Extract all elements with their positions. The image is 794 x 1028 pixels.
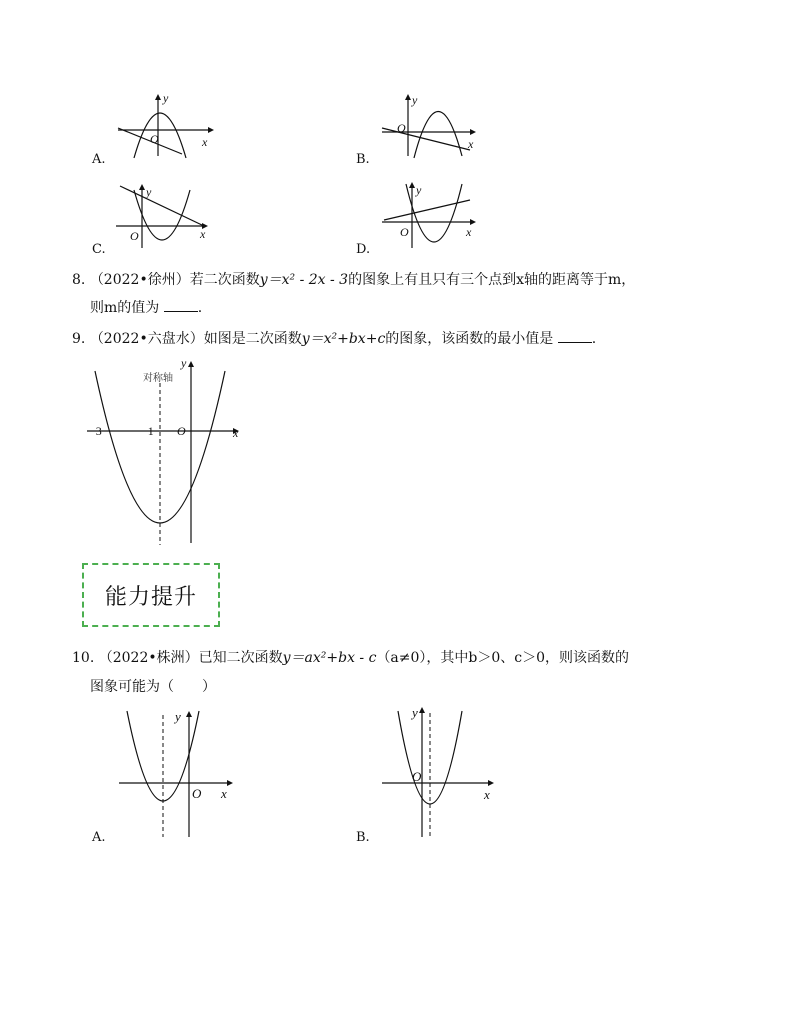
x-label: x — [484, 787, 490, 802]
q8-text-before: 若二次函数 — [189, 272, 260, 288]
y-label: y — [163, 91, 169, 105]
q7-option-a-graph — [110, 90, 220, 160]
q10-option-b-graph — [378, 705, 508, 840]
origin-label: O — [192, 786, 202, 801]
q8-answer-blank[interactable] — [164, 297, 198, 312]
x-axis-arrow — [208, 127, 214, 133]
parabola — [134, 113, 186, 158]
y-axis-arrow — [155, 94, 161, 100]
q8-line2-prefix: 则m的值为 — [90, 300, 160, 316]
q7-option-c-graph — [110, 180, 220, 252]
y-axis-arrow — [186, 711, 192, 717]
tick-minus-1: −1 — [141, 424, 154, 438]
q8-number: 8. — [72, 272, 86, 288]
y-label: y — [175, 709, 181, 724]
q10-line2 — [90, 677, 216, 697]
y-axis-arrow — [188, 361, 194, 367]
section-title: 能力提升 — [104, 584, 197, 610]
tick-minus-3: −3 — [89, 424, 102, 438]
x-label: x — [221, 786, 227, 801]
q10-condition: （a≠0），其中b＞0、c＞0，则该函数的 — [376, 650, 630, 666]
q9-text-before: 如图是二次函数 — [203, 331, 302, 347]
section-title-box — [82, 563, 220, 627]
q8-period: . — [197, 300, 203, 316]
x-axis-arrow — [488, 780, 494, 786]
q9-answer-blank[interactable] — [558, 328, 592, 343]
q10-text-before: 已知二次函数 — [198, 650, 283, 666]
x-label: x — [202, 135, 208, 149]
y-axis-arrow — [139, 184, 145, 190]
q10-number: 10. — [72, 650, 95, 666]
x-label: x — [468, 137, 474, 151]
q8-source: （2022•徐州） — [89, 272, 190, 288]
x-label: x — [200, 227, 206, 241]
q9-source: （2022•六盘水） — [89, 331, 204, 347]
q7-option-a-label[interactable]: A. — [92, 152, 106, 167]
y-label: y — [412, 93, 418, 107]
q10-line1 — [72, 648, 629, 668]
q10-function: y＝ax²+bx - c — [282, 650, 377, 666]
origin-label: O — [130, 229, 139, 243]
q7-option-d-label[interactable]: D. — [356, 242, 371, 257]
y-label: y — [416, 183, 422, 197]
y-axis-arrow — [405, 94, 411, 100]
line — [384, 200, 470, 220]
line — [120, 186, 204, 226]
q7-option-d-graph — [378, 180, 488, 252]
x-label: x — [466, 225, 472, 239]
q10-line2-text: 图象可能为（ ） — [90, 679, 216, 695]
q10-option-b-label[interactable]: B. — [356, 830, 370, 845]
q9-graph — [85, 355, 255, 547]
y-label: y — [412, 705, 418, 720]
parabola — [414, 111, 462, 158]
origin-label: O — [177, 424, 186, 438]
y-axis-arrow — [409, 182, 415, 188]
q8-function: y＝x² - 2x - 3 — [259, 272, 349, 288]
x-axis-arrow — [470, 129, 476, 135]
q9-period: . — [591, 331, 597, 347]
q9-number: 9. — [72, 331, 86, 347]
q9-function: y＝x²+bx+c — [301, 331, 386, 347]
q9-line1 — [72, 328, 596, 349]
q10-option-a-graph — [115, 705, 245, 840]
origin-label: O — [150, 132, 159, 146]
x-axis-arrow — [227, 780, 233, 786]
q8-line2 — [90, 297, 202, 318]
y-label: y — [146, 185, 152, 199]
y-label: y — [181, 356, 187, 370]
y-axis-arrow — [419, 707, 425, 713]
origin-label: O — [400, 225, 409, 239]
q7-option-b-label[interactable]: B. — [356, 152, 370, 167]
q10-option-a-label[interactable]: A. — [92, 830, 106, 845]
q10-source: （2022•株洲） — [98, 650, 199, 666]
origin-label: O — [412, 769, 422, 784]
q7-option-c-label[interactable]: C. — [92, 242, 106, 257]
q9-text-after: 的图象，该函数的最小值是 — [385, 331, 554, 347]
symmetry-axis-label: 对称轴 — [143, 373, 173, 384]
q8-text-after: 的图象上有且只有三个点到x轴的距离等于m， — [348, 272, 636, 288]
q8-line1 — [72, 270, 635, 290]
x-label: x — [233, 426, 239, 440]
origin-label: O — [397, 121, 406, 135]
q7-option-b-graph — [378, 90, 488, 160]
